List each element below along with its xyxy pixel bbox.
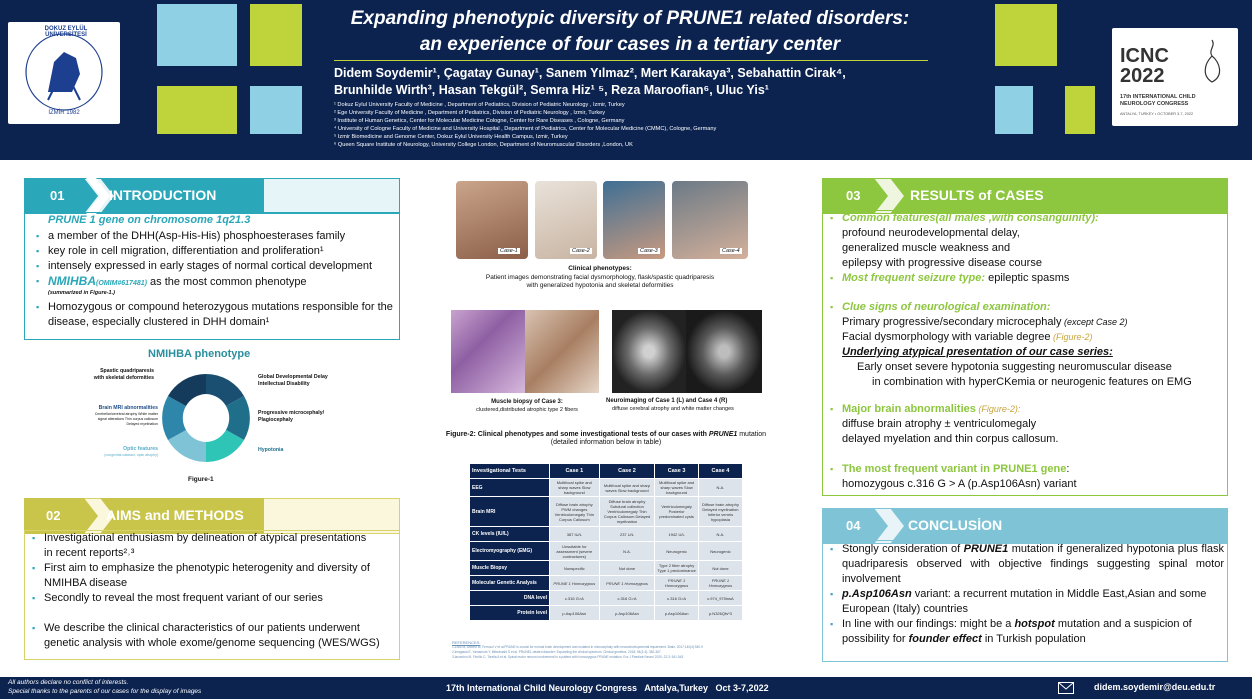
intro-bullet-5: ▪ Homozygous or compound heterozygous mutations responsible for the disease, especially clustered in DHH domain¹: [48, 300, 393, 330]
row-header: Protein level: [470, 606, 550, 621]
poster-title-line2: an experience of four cases in a tertiary center: [419, 34, 841, 55]
c1b: PRUNE1: [963, 543, 1009, 555]
table-cell: c.316 G>A: [599, 591, 655, 606]
label-spastic: Spastic quadriparesis with skeletal deformities: [93, 368, 154, 381]
table-cell: N.A.: [599, 542, 655, 561]
results-line-2: generalized muscle weakness and: [842, 242, 1011, 254]
table-header-cell: Case 2: [599, 464, 655, 479]
header-deco-square: [995, 4, 1057, 66]
reference-3: 3.Iacomino M, Fiorillo C, Torella A et al. Spinal motor neuron involvement in a patient with homozygous PRUNE mutation. Eur J Paediatr Neurol 2020; 22:3: 541-543: [452, 655, 684, 659]
table-cell: Unsuitable for assessment (severe contractures): [550, 542, 600, 561]
table-header-cell: Case 3: [655, 464, 699, 479]
intro-note: (summarized in Figure-1.): [48, 290, 115, 296]
label-hypotonia: Hypotonia: [258, 447, 284, 453]
poster-header: [0, 0, 1252, 160]
intro-number: 01: [50, 188, 65, 203]
brain-heading: Major brain abnormalities: [842, 403, 976, 415]
phenotype-cycle-diagram: [158, 370, 254, 466]
seizure-value: epileptic spasms: [985, 272, 1070, 284]
row-header: CK levels (IU/L): [470, 527, 550, 542]
c2b: variant: a recurrent mutation in Middle East,Asian and some European (Italy) countries: [842, 588, 1207, 615]
table-cell: Multifocal spike and sharp waves Slow background: [655, 479, 699, 497]
mri-case-4: [686, 310, 762, 393]
aims-title: AIMS and METHODS: [106, 507, 244, 523]
table-cell: PRUNE 1 Homozygous: [599, 576, 655, 591]
row-header: Brain MRI: [470, 497, 550, 527]
results-line-1: profound neurodevelopmental delay,: [842, 227, 1020, 239]
university-logo: [8, 22, 120, 124]
table-header-cell: Investigational Tests: [470, 464, 550, 479]
conclusion-bullet-1: [842, 542, 1224, 587]
table-header-cell: Case 4: [698, 464, 742, 479]
reference-2: 2.Imagawa E, Yamamoto Y, Mitsuhashi S et al. PRUNE1-related disorder: Expanding the clinical spectrum. Clinical genetics. 2018; 94(3-4): 362-367: [452, 650, 661, 654]
muscle-caption-title: Muscle biopsy of Case 3:: [491, 399, 563, 405]
table-cell: 387 IU/L: [550, 527, 600, 542]
table-cell: Diffuse brain atrophy PWM changes Ventriculomegaly Thin Corpus Callosum: [550, 497, 600, 527]
results-title: RESULTS of CASES: [910, 187, 1044, 203]
header-deco-square: [157, 4, 237, 66]
results-brain: [842, 402, 1020, 417]
table-cell: Multifocal spike and sharp waves Slow background: [550, 479, 600, 497]
aims-bullet-1: ▪ Investigational enthusiasm by delineation of atypical presentations in recent reports²˒³: [44, 531, 374, 561]
table-cell: PRUNE 1 Homozygous: [698, 576, 742, 591]
table-cell: Type 2 fiber atrophy Type 1 predominance: [655, 561, 699, 576]
microcephaly-note: (except Case 2): [1061, 317, 1128, 327]
dysmorphology-note: (Figure-2): [1050, 332, 1093, 342]
table-cell: p.Asp106Asn: [599, 606, 655, 621]
case-2-label: Case-2: [572, 248, 590, 254]
table-cell: p.N326Qfs*3: [698, 606, 742, 621]
table-cell: c.316 G>A: [550, 591, 600, 606]
logo-left-text: DOKUZ EYLÜL ÜNİVERSİTESİ: [44, 26, 88, 38]
table-cell: Neurogenic: [655, 542, 699, 561]
table-row: [470, 591, 743, 606]
row-header: Electromyography (EMG): [470, 542, 550, 561]
header-deco-square: [250, 86, 302, 134]
investigations-table: [469, 463, 743, 621]
c1a: Stongly consideration of: [842, 543, 964, 555]
table-cell: N.A.: [698, 479, 742, 497]
header-deco-square: [995, 86, 1033, 134]
table-cell: Multifocal spike and sharp waves Slow background: [599, 479, 655, 497]
dervish-icon: [1194, 36, 1230, 86]
table-row: [470, 497, 743, 527]
logo-left-sub: İZMİR 1982: [48, 110, 80, 116]
results-line-5: [842, 330, 1093, 345]
authors-line1: Didem Soydemir¹, Çagatay Gunay¹, Sanem Yılmaz², Mert Karakaya³, Sebahattin Cirak⁴,: [334, 66, 846, 80]
c3e: in Turkish population: [981, 633, 1086, 645]
table-cell: Not done: [599, 561, 655, 576]
fig2-b: PRUNE1: [708, 431, 738, 438]
affiliation-3: ³ Institute of Human Genetics, Center for Molecular Medicine Cologne, Center for Rare Diseases , Cologne, Germany: [334, 118, 625, 124]
table-header-row: [470, 464, 743, 479]
nmihba-term: NMIHBA: [48, 274, 96, 288]
brain-note: (Figure-2):: [975, 404, 1021, 414]
fig2-a: Figure-2: Clinical phenotypes and some investigational tests of our cases with: [445, 431, 709, 438]
label-gdd: Global Developmental Delay Intellectual Disability: [258, 374, 328, 387]
table-header-cell: Case 1: [550, 464, 600, 479]
seizure-heading: Most frequent seizure type:: [842, 272, 986, 284]
row-header: EEG: [470, 479, 550, 497]
conclusion-number: 04: [846, 518, 861, 533]
results-number: 03: [846, 188, 861, 203]
table-cell: PRUNE 1 Homozygous: [550, 576, 600, 591]
muscle-biopsy-image-1: [451, 310, 525, 393]
affiliation-1: ¹ Dokuz Eylul University Faculty of Medicine , Department of Pediatrics, Division of Pediatric Neurology , Izmir, Turkey: [334, 102, 625, 108]
footer-congress: 17th International Child Neurology Congress Antalya,Turkey Oct 3-7,2022: [446, 683, 769, 693]
table-cell: 1942 U/L: [655, 527, 699, 542]
neuro-caption-text: diffuse cerebral atrophy and white matter changes: [612, 406, 734, 412]
phenotype-title: NMIHBA phenotype: [148, 348, 251, 360]
table-cell: p.Asp106Asn: [655, 606, 699, 621]
footer-email[interactable]: didem.soydemir@deu.edu.tr: [1094, 682, 1216, 692]
poster-footer: [0, 677, 1252, 699]
conclusion-bullet-2: [842, 587, 1224, 617]
table-row: [470, 576, 743, 591]
results-line-8: in combination with hyperCKemia or neurogenic features on EMG: [872, 376, 1192, 388]
results-variant: [842, 462, 1069, 477]
intro-bullet-4: [48, 274, 398, 291]
table-cell: c.974_975insA: [698, 591, 742, 606]
label-brain-mri: Brain MRI abnormalities: [98, 405, 158, 411]
neuro-caption-title: Neuroimaging of Case 1 (L) and Case 4 (R): [606, 398, 728, 404]
row-header: Molecular Genetic Analysis: [470, 576, 550, 591]
header-deco-square: [250, 4, 302, 66]
references-title: REFERENCES:: [452, 640, 481, 645]
muscle-caption-text: clustered,distributed atrophic type 2 fibers: [476, 407, 578, 413]
nmihba-desc: as the most common phenotype: [146, 276, 307, 288]
label-microcephaly: Progressive microcephaly/ Plagiocephaly: [258, 410, 325, 423]
results-line-4: [842, 315, 1128, 330]
table-cell: Neurogenic: [698, 542, 742, 561]
clinical-caption-title: Clinical phenotypes:: [568, 265, 632, 272]
clinical-caption-text: Patient images demonstrating facial dysmorphology, flask/spastic quadriparesis with generalized hypotonia and skeletal deformities: [485, 274, 715, 289]
nmihba-omim: (OMIM#617481): [96, 280, 147, 287]
c3c: mutation and a suspicion of possibility for: [842, 618, 1192, 645]
table-row: [470, 542, 743, 561]
aims-bullet-2: ▪ First aim to emphasize the phenotypic heterogenity and diversity of NMIHBA disease: [44, 561, 396, 591]
table-cell: N.A.: [698, 527, 742, 542]
intro-gene: PRUNE 1 gene on chromosome 1q21.3: [48, 214, 251, 226]
row-header: Muscle Biopsy: [470, 561, 550, 576]
footer-disclaimer-1: All authors declare no conflict of interests.: [8, 679, 129, 686]
results-line-9: diffuse brain atrophy ± ventriculomegaly: [842, 418, 1037, 430]
congress-logo-big: ICNC 2022: [1120, 45, 1169, 87]
congress-logo: [1112, 28, 1238, 126]
case-1-label: Case-1: [500, 248, 518, 254]
dysmorphology-text: Facial dysmorphology with variable degree: [842, 331, 1051, 343]
row-header: DNA level: [470, 591, 550, 606]
reference-1: 1.Zollo M, Ahmed M, Ferrucci V et al.PRUNE is crucial for normal brain development and mutated in microcephaly with neurodevelopmental impairment. Brain. 2017;140(4):940-9: [452, 645, 704, 649]
table-cell: Ventriculomegaly Posterior predominated cysts: [655, 497, 699, 527]
header-deco-square: [157, 86, 237, 134]
affiliation-6: ⁶ Queen Square Institute of Neurology, University College London, Department of Neuromuscular Disorders ,London, UK: [334, 142, 633, 148]
c1c: mutation if generalized hypotonia plus flask quadriparesis observed with objective findings suggesting spinal motor involvement: [842, 543, 1225, 585]
table-cell: c.316 G>A: [655, 591, 699, 606]
variant-heading: The most frequent variant in PRUNE1 gene: [842, 463, 1067, 475]
conclusion-bullet-3: [842, 617, 1224, 647]
case-4-label: Case-4: [722, 248, 740, 254]
variant-colon: :: [1066, 463, 1070, 475]
authors-line2: Brunhilde Wirth³, Hasan Tekgül², Semra Hiz¹ ⁵, Reza Maroofian⁶, Uluc Yis¹: [334, 83, 769, 97]
footer-disclaimer-2: Special thanks to the parents of our cases for the display of images: [8, 688, 202, 695]
table-cell: PRUNE 1 Homozygous: [655, 576, 699, 591]
c3a: In line with our findings: might be a: [842, 618, 1015, 630]
case-3-label: Case-3: [640, 248, 658, 254]
c3d: founder effect: [908, 633, 982, 645]
table-cell: 237 U/L: [599, 527, 655, 542]
table-cell: p.Asp106Asn: [550, 606, 600, 621]
congress-logo-small: ANTALYA, TURKEY • OCTOBER 3-7, 2022: [1120, 112, 1194, 116]
intro-bullet-2: ▪ key role in cell migration, differentiation and proliferation¹: [48, 244, 398, 259]
results-common-heading: ▪ Common features(all males ,with consanguinity):: [842, 211, 1099, 226]
affiliation-4: ⁴ University of Cologne Faculty of Medicine and University Hospital , Department of Pediatrics, Center for Molecular Medicine (CMMC), Cologne, Germany: [334, 126, 717, 132]
aims-bullet-4: ▪ We describe the clinical characteristics of our patients underwent genetic analysis with whole exome/genome sequencing (WES/WGS): [44, 621, 396, 651]
table-cell: Diffuse brain atrophy Subdural collection Ventriculomegaly Thin Corpus Callosum Delayed myelination: [599, 497, 655, 527]
table-cell: Diffuse brain atrophy Delayed myelination Inferior vermis hypoplasia: [698, 497, 742, 527]
results-line-7: Early onset severe hypotonia suggesting neuromuscular disease: [857, 361, 1172, 373]
microcephaly-text: Primary progressive/secondary microcephaly: [842, 316, 1062, 328]
c3b: hotspot: [1014, 618, 1055, 630]
figure-2-caption: [426, 430, 786, 439]
intro-title: INTRODUCTION: [109, 187, 217, 203]
results-line-6: Underlying atypical presentation of our case series:: [842, 346, 1113, 358]
table-row: [470, 606, 743, 621]
fig2-c: mutation: [737, 431, 767, 438]
title-underline: [334, 60, 928, 61]
label-optic-sub: (congenital cataract, optic atrophy): [104, 453, 158, 457]
affiliation-2: ² Ege University Faculty of Medicine , Department of Pediatrics, Division of Pediatric Neurology , Izmir, Turkey: [334, 110, 606, 116]
results-line-10: delayed myelation and thin corpus callosum.: [842, 433, 1059, 445]
table-row: [470, 561, 743, 576]
figure-2-caption-2: (detailed information below in table): [550, 439, 662, 446]
header-deco-square: [1065, 86, 1095, 134]
aims-bullet-3: ▪ Secondly to reveal the most frequent variant of our series: [44, 591, 394, 606]
label-brain-mri-sub: Cerebellar/cerebral atrophy White matter signal alterations Thin corpus callosum Delayed myelination: [94, 412, 158, 426]
conclusion-header-arrow: [822, 508, 1228, 544]
results-clue-heading: ▪ Clue signs of neurological examination:: [842, 300, 1050, 315]
poster-title-line1: Expanding phenotypic diversity of PRUNE1 related disorders:: [350, 8, 910, 29]
mail-icon: [1058, 682, 1074, 694]
intro-bullet-1: ▪ a member of the DHH(Asp-His-His) phosphoesterases family: [48, 229, 398, 244]
conclusion-title: CONCLUSİON: [908, 517, 1003, 533]
label-optic: Optic features: [123, 446, 158, 452]
aims-number: 02: [46, 508, 61, 523]
results-seizure: [842, 271, 1069, 286]
mri-case-1: [612, 310, 686, 393]
figure-1-caption: Figure-1: [188, 476, 214, 483]
results-line-3: epilepsy with progressive disease course: [842, 257, 1042, 269]
congress-logo-sub: 17th INTERNATIONAL CHILD NEUROLOGY CONGRESS: [1120, 94, 1196, 107]
muscle-biopsy-image-2: [525, 310, 599, 393]
table-row: [470, 527, 743, 542]
table-cell: Not done: [698, 561, 742, 576]
table-row: [470, 479, 743, 497]
intro-bullet-3: ▪ intensely expressed in early stages of normal cortical development: [48, 259, 398, 274]
affiliation-5: ⁵ Izmir Biomedicine and Genome Center, Dokuz Eylul University Health Campus, Izmir, Turkey: [334, 134, 568, 140]
c2a: p.Asp106Asn: [842, 588, 912, 600]
table-cell: Nonspecific: [550, 561, 600, 576]
results-line-11: homozygous c.316 G > A (p.Asp106Asn) variant: [842, 478, 1077, 490]
